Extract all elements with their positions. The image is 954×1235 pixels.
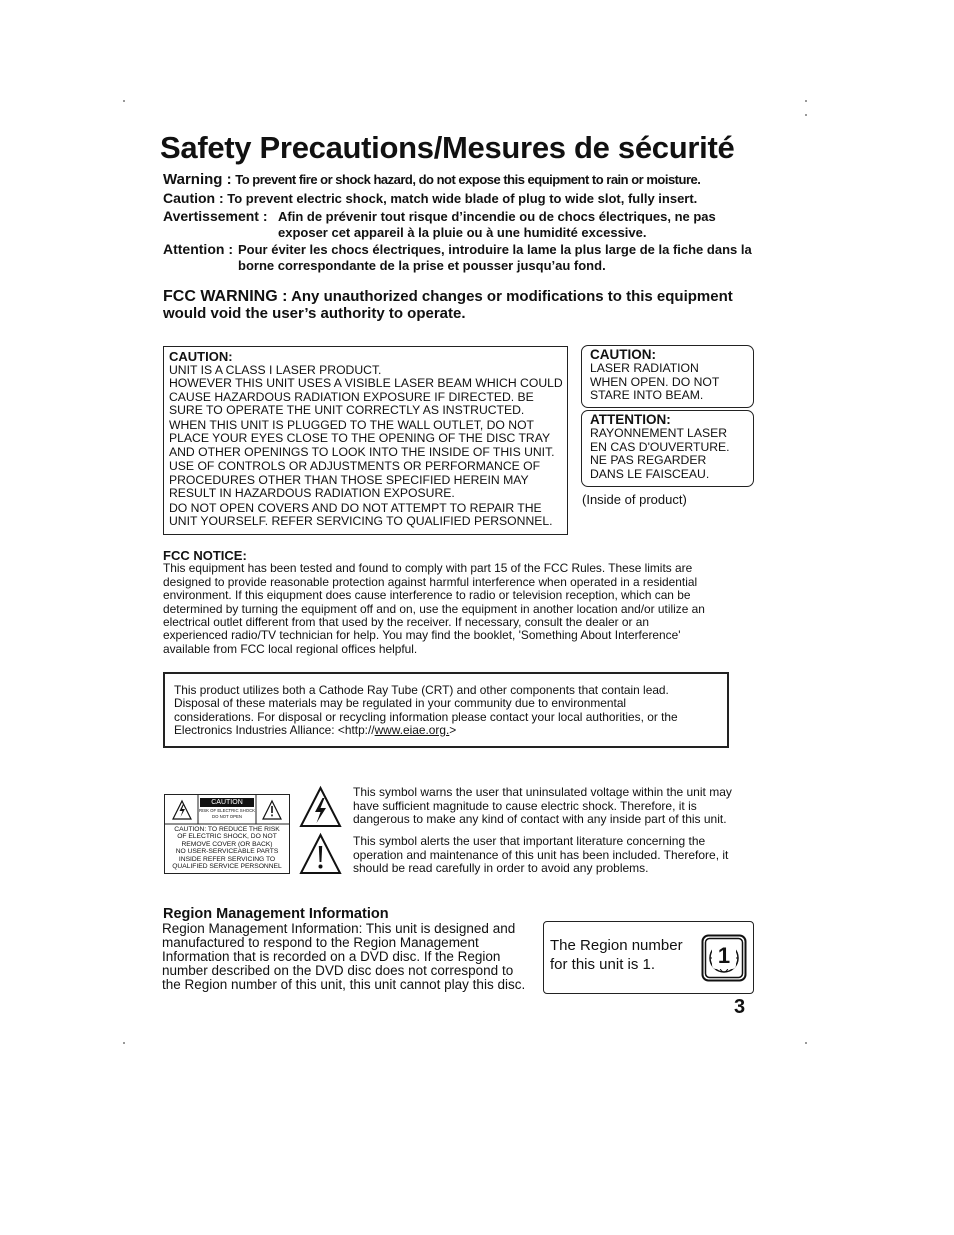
label-attention-line: DANS LE FAISCEAU. — [590, 466, 710, 481]
crt-line — [174, 724, 719, 737]
region-text-line: number described on the DVD disc does not correspond to — [162, 963, 514, 979]
label-caution-line: WHEN OPEN. DO NOT — [590, 374, 720, 389]
avertissement-text-1: Afin de prévenir tout risque d’incendie ou de chocs électriques, ne pas — [278, 209, 716, 224]
crop-mark — [123, 100, 125, 102]
symbol-text-line: dangerous to make any kind of contact with any inside part of this unit. — [353, 812, 727, 826]
caution-text-line: UNIT YOURSELF. REFER SERVICING TO QUALIFIED PERSONNEL. — [169, 514, 553, 528]
warning-line — [163, 172, 700, 188]
fcc-notice-line: environment. If this eiqupment does cause interference to radio or television reception, which can be — [163, 588, 691, 603]
fcc-notice-line: determined by turning the equipment off and on, use the equipment in another location and/or utilize an — [163, 601, 705, 616]
warning-text: To prevent fire or shock hazard, do not expose this equipment to rain or moisture. — [235, 172, 701, 187]
shock-label-small — [198, 808, 256, 820]
exclamation-symbol-text — [353, 835, 753, 876]
region-text-line: Region Management Information: This unit is designed and — [162, 921, 516, 936]
caution-box-heading: CAUTION: — [169, 349, 233, 364]
caution-paragraph — [169, 502, 567, 529]
shock-label-caution: CAUTION — [211, 799, 243, 806]
shock-label-line: QUALIFIED SERVICE PERSONNEL — [172, 863, 282, 871]
avertissement-line — [163, 208, 763, 241]
laser-caution-box — [163, 346, 568, 535]
avertissement-text-2: exposer cet appareil à la pluie ou à une humidité excessive. — [278, 225, 647, 240]
caution-text-line: UNIT IS A CLASS I LASER PRODUCT. — [169, 362, 382, 377]
caution-label: Caution : — [163, 190, 224, 206]
caution-paragraph — [169, 364, 567, 418]
caution-paragraph — [169, 460, 567, 501]
caution-text-line: DO NOT OPEN COVERS AND DO NOT ATTEMPT TO REPAIR THE — [169, 500, 542, 515]
shock-label-line: CAUTION: TO REDUCE THE RISK — [174, 826, 280, 833]
region-box-line: The Region number — [550, 937, 683, 954]
region-heading: Region Management Information — [163, 906, 389, 922]
symbol-text-line: This symbol warns the user that uninsulated voltage within the unit may — [353, 785, 732, 799]
laser-attention-label — [581, 410, 754, 487]
shock-label-text — [165, 826, 289, 870]
lightning-symbol-text — [353, 786, 753, 827]
caution-text-line: HOWEVER THIS UNIT USES A VISIBLE LASER BEAM WHICH COULD — [169, 376, 563, 390]
fcc-notice-line: experienced radio/TV technician for help. You may find the booklet, 'Something About Interference' — [163, 628, 681, 643]
caution-paragraph — [169, 419, 567, 460]
fcc-notice-heading: FCC NOTICE: — [163, 548, 247, 563]
laser-caution-label — [581, 345, 754, 408]
region-text-line: manufactured to respond to the Region Management — [162, 935, 479, 951]
crt-line-text: Electronics Industries Alliance: <http:// — [174, 722, 375, 737]
crt-disposal-notice — [163, 672, 729, 748]
crop-mark — [805, 1042, 807, 1044]
label-attention-heading: ATTENTION: — [590, 412, 671, 427]
caution-line — [163, 190, 697, 207]
fcc-warning-label: FCC WARNING : — [163, 288, 288, 305]
fcc-notice — [163, 549, 763, 656]
region-text — [162, 922, 532, 992]
crt-line: Disposal of these materials may be regulated in your community due to environmental — [174, 696, 627, 711]
warning-label: Warning : — [163, 171, 232, 188]
shock-label-line: REMOVE COVER (OR BACK) — [181, 840, 273, 848]
symbol-text-line: This symbol alerts the user that important literature concerning the — [353, 834, 706, 848]
shock-caution-label — [164, 794, 290, 874]
label-attention-line: EN CAS D'OUVERTURE. — [590, 439, 730, 454]
fcc-warning — [163, 288, 763, 322]
avertissement-label: Avertissement : — [163, 208, 268, 224]
crt-line: considerations. For disposal or recycling information please contact your local authorities, or the — [174, 709, 678, 724]
shock-label-line: OF ELECTRIC SHOCK, DO NOT — [177, 833, 277, 841]
caution-text-line: PLACE YOUR EYES CLOSE TO THE OPENING OF THE DISC TRAY — [169, 431, 551, 445]
symbol-text-line: should be read carefully in order to avoid any problems. — [353, 861, 649, 875]
label-attention-line: RAYONNEMENT LASER — [590, 426, 728, 440]
attention-text-2: borne correspondante de la prise et pousser jusqu’au fond. — [238, 258, 606, 273]
attention-line — [163, 241, 763, 274]
caution-text-line: CAUSE HAZARDOUS RADIATION EXPOSURE IF DIRECTED. BE — [169, 389, 534, 404]
exclamation-warning-icon — [298, 832, 343, 877]
fcc-warning-text-1: Any unauthorized changes or modifications to this equipment — [291, 288, 733, 305]
region-number-box — [543, 921, 754, 994]
caution-text-line: PROCEDURES OTHER THAN THOSE SPECIFIED HEREIN MAY — [169, 472, 529, 487]
label-caution-line: LASER RADIATION — [590, 361, 699, 375]
region-text-line: Information that is recorded on a DVD disc. If the Region — [162, 949, 501, 965]
page-title: Safety Precautions/Mesures de sécurité — [160, 130, 735, 165]
region-globe-number: 1 — [712, 943, 736, 969]
region-box-text — [550, 936, 683, 974]
attention-label: Attention : — [163, 241, 233, 257]
region-text-line: the Region number of this unit, this unit cannot play this disc. — [162, 977, 526, 993]
lightning-warning-icon — [298, 785, 343, 830]
shock-label-small-line: DO NOT OPEN — [211, 814, 242, 819]
fcc-notice-line: designed to provide reasonable protection against harmful interference when operated in a residential — [163, 574, 698, 589]
shock-label-line: INSIDE REFER SERVICING TO — [178, 855, 276, 863]
caution-text-line: RESULT IN HAZARDOUS RADIATION EXPOSURE. — [169, 486, 455, 500]
fcc-notice-line: This equipment has been tested and found to comply with part 15 of the FCC Rules. These limits are — [163, 561, 693, 576]
symbol-text-line: operation and maintenance of this unit has been included. Therefore, it — [353, 847, 729, 862]
page-number: 3 — [734, 996, 746, 1018]
inside-product-note: (Inside of product) — [582, 492, 687, 507]
shock-label-small-line: RISK OF ELECTRIC SHOCK — [198, 808, 256, 813]
caution-text-line: AND OTHER OPENINGS TO LOOK INTO THE INSIDE OF THIS UNIT. — [169, 444, 555, 459]
crop-mark — [805, 100, 807, 102]
fcc-warning-text-2: would void the user’s authority to operate. — [163, 305, 466, 322]
crt-line-text: > — [449, 722, 457, 737]
caution-text-line: SURE TO OPERATE THE UNIT CORRECTLY AS INSTRUCTED. — [169, 403, 525, 417]
fcc-notice-line: electrical outlet different from that used by the receiver. If necessary, consult the dealer or an — [163, 615, 650, 630]
symbol-text-line: have sufficient magnitude to cause electric shock. Therefore, it is — [353, 798, 697, 813]
crop-mark — [123, 1042, 125, 1044]
attention-text-1: Pour éviter les chocs électriques, introduire la lame la plus large de la fiche dans la — [238, 242, 752, 257]
caution-text-line: WHEN THIS UNIT IS PLUGGED TO THE WALL OUTLET, DO NOT — [169, 417, 535, 432]
fcc-notice-line: available from FCC local regional offices helpful. — [163, 641, 418, 656]
crop-mark — [805, 114, 807, 116]
label-caution-heading: CAUTION: — [590, 347, 656, 362]
label-attention-line: NE PAS REGARDER — [590, 453, 707, 467]
region-box-line: for this unit is 1. — [550, 956, 656, 973]
caution-text-line: USE OF CONTROLS OR ADJUSTMENTS OR PERFORMANCE OF — [169, 459, 541, 473]
label-caution-line: STARE INTO BEAM. — [590, 388, 704, 402]
eiae-link[interactable]: www.eiae.org. — [374, 722, 450, 737]
crt-line: This product utilizes both a Cathode Ray Tube (CRT) and other components that contain lead. — [174, 683, 669, 697]
caution-text: To prevent electric shock, match wide blade of plug to wide slot, fully insert. — [227, 191, 698, 206]
shock-label-line: NO USER-SERVICEABLE PARTS — [175, 848, 279, 856]
